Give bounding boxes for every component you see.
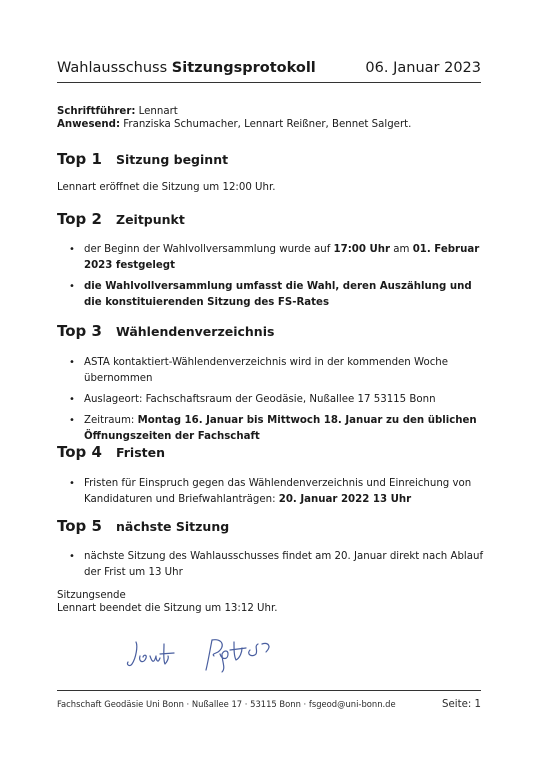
list-item — [57, 242, 487, 274]
item-text: nächste Sitzung des Wahlausschusses findet am 20. Januar direkt nach Ablauf der Frist um 13 Uhr — [84, 551, 484, 578]
top-2-list — [57, 242, 487, 311]
present-label: Anwesend: — [57, 119, 121, 130]
bullet-icon: • — [69, 394, 75, 405]
top-4-number: Top 4 — [57, 443, 102, 461]
item-bold: die Wahlvollversammlung umfasst die Wahl, deren Auszählung und die konstituierenden Sitzung des FS-Rates — [84, 281, 472, 308]
top-5-list — [57, 549, 487, 581]
item-bold: 20. Januar 2022 13 Uhr — [278, 494, 412, 505]
present-names: Franziska Schumacher, Lennart Reißner, Bennet Salgert. — [120, 119, 412, 130]
document-header — [57, 60, 481, 76]
title-bold: Sitzungsprotokoll — [171, 60, 316, 76]
list-item — [57, 476, 487, 508]
document-footer — [57, 699, 481, 710]
bullet-icon: • — [69, 478, 75, 489]
top-4-list — [57, 476, 487, 508]
page-number: Seite: 1 — [442, 699, 481, 710]
top-5-heading — [57, 517, 487, 535]
top-5-section — [57, 517, 487, 586]
list-item — [57, 279, 487, 311]
item-text: Zeitraum: — [84, 415, 138, 426]
list-item — [57, 413, 487, 445]
document-title — [57, 60, 316, 76]
title-prefix: Wahlausschuss — [57, 60, 172, 76]
recorder-line — [57, 105, 411, 118]
item-text: am — [390, 244, 413, 255]
top-3-title: Wählendenverzeichnis — [116, 324, 275, 339]
top-2-title: Zeitpunkt — [116, 212, 185, 227]
closing-text: Lennart beendet die Sitzung um 13:12 Uhr. — [57, 603, 278, 614]
top-2-heading — [57, 210, 487, 228]
closing-block — [57, 589, 277, 615]
top-1-text: Lennart eröffnet die Sitzung um 12:00 Uhr. — [57, 182, 276, 193]
top-3-heading — [57, 322, 487, 340]
top-2-section — [57, 210, 487, 316]
top-5-title: nächste Sitzung — [116, 519, 230, 534]
item-text: ASTA kontaktiert-Wählendenverzeichnis wird in der kommenden Woche übernommen — [84, 357, 449, 384]
closing-heading: Sitzungsende — [57, 590, 126, 601]
item-bold: 01. Februar 2023 festgelegt — [84, 244, 480, 271]
item-bold: 17:00 Uhr — [333, 244, 391, 255]
footer-divider — [57, 690, 481, 691]
top-1-title: Sitzung beginnt — [116, 152, 229, 167]
top-4-title: Fristen — [116, 445, 165, 460]
recorder-label: Schriftführer: — [57, 106, 136, 117]
top-2-number: Top 2 — [57, 210, 102, 228]
document-date: 06. Januar 2023 — [365, 60, 481, 76]
present-line — [57, 118, 411, 131]
top-1-number: Top 1 — [57, 150, 102, 168]
top-4-section — [57, 443, 487, 513]
bullet-icon: • — [69, 357, 75, 368]
list-item — [57, 549, 487, 581]
top-5-number: Top 5 — [57, 517, 102, 535]
footer-address: Fachschaft Geodäsie Uni Bonn · Nußallee 17 · 53115 Bonn · fsgeod@uni-bonn.de — [57, 699, 396, 709]
item-text: Auslageort: Fachschaftsraum der Geodäsie, Nußallee 17 53115 Bonn — [84, 394, 436, 405]
recorder-name: Lennart — [135, 106, 178, 117]
bullet-icon: • — [69, 244, 75, 255]
handwritten-signature — [122, 628, 292, 678]
item-text: Fristen für Einspruch gegen das Wählendenverzeichnis und Einreichung von Kandidaturen und Briefwahlanträgen: — [84, 478, 472, 505]
top-3-list — [57, 355, 487, 445]
item-bold: Montag 16. Januar bis Mittwoch 18. Januar zu den üblichen Öffnungszeiten der Fachschaft — [84, 415, 477, 442]
top-1-section — [57, 150, 487, 194]
list-item — [57, 392, 487, 408]
bullet-icon: • — [69, 551, 75, 562]
top-3-section — [57, 322, 487, 450]
bullet-icon: • — [69, 415, 75, 426]
bullet-icon: • — [69, 281, 75, 292]
top-3-number: Top 3 — [57, 322, 102, 340]
top-1-heading — [57, 150, 487, 168]
list-item — [57, 355, 487, 387]
top-4-heading — [57, 443, 487, 461]
item-text: der Beginn der Wahlvollversammlung wurde auf — [84, 244, 334, 255]
header-divider — [57, 82, 481, 83]
meta-block — [57, 105, 411, 131]
